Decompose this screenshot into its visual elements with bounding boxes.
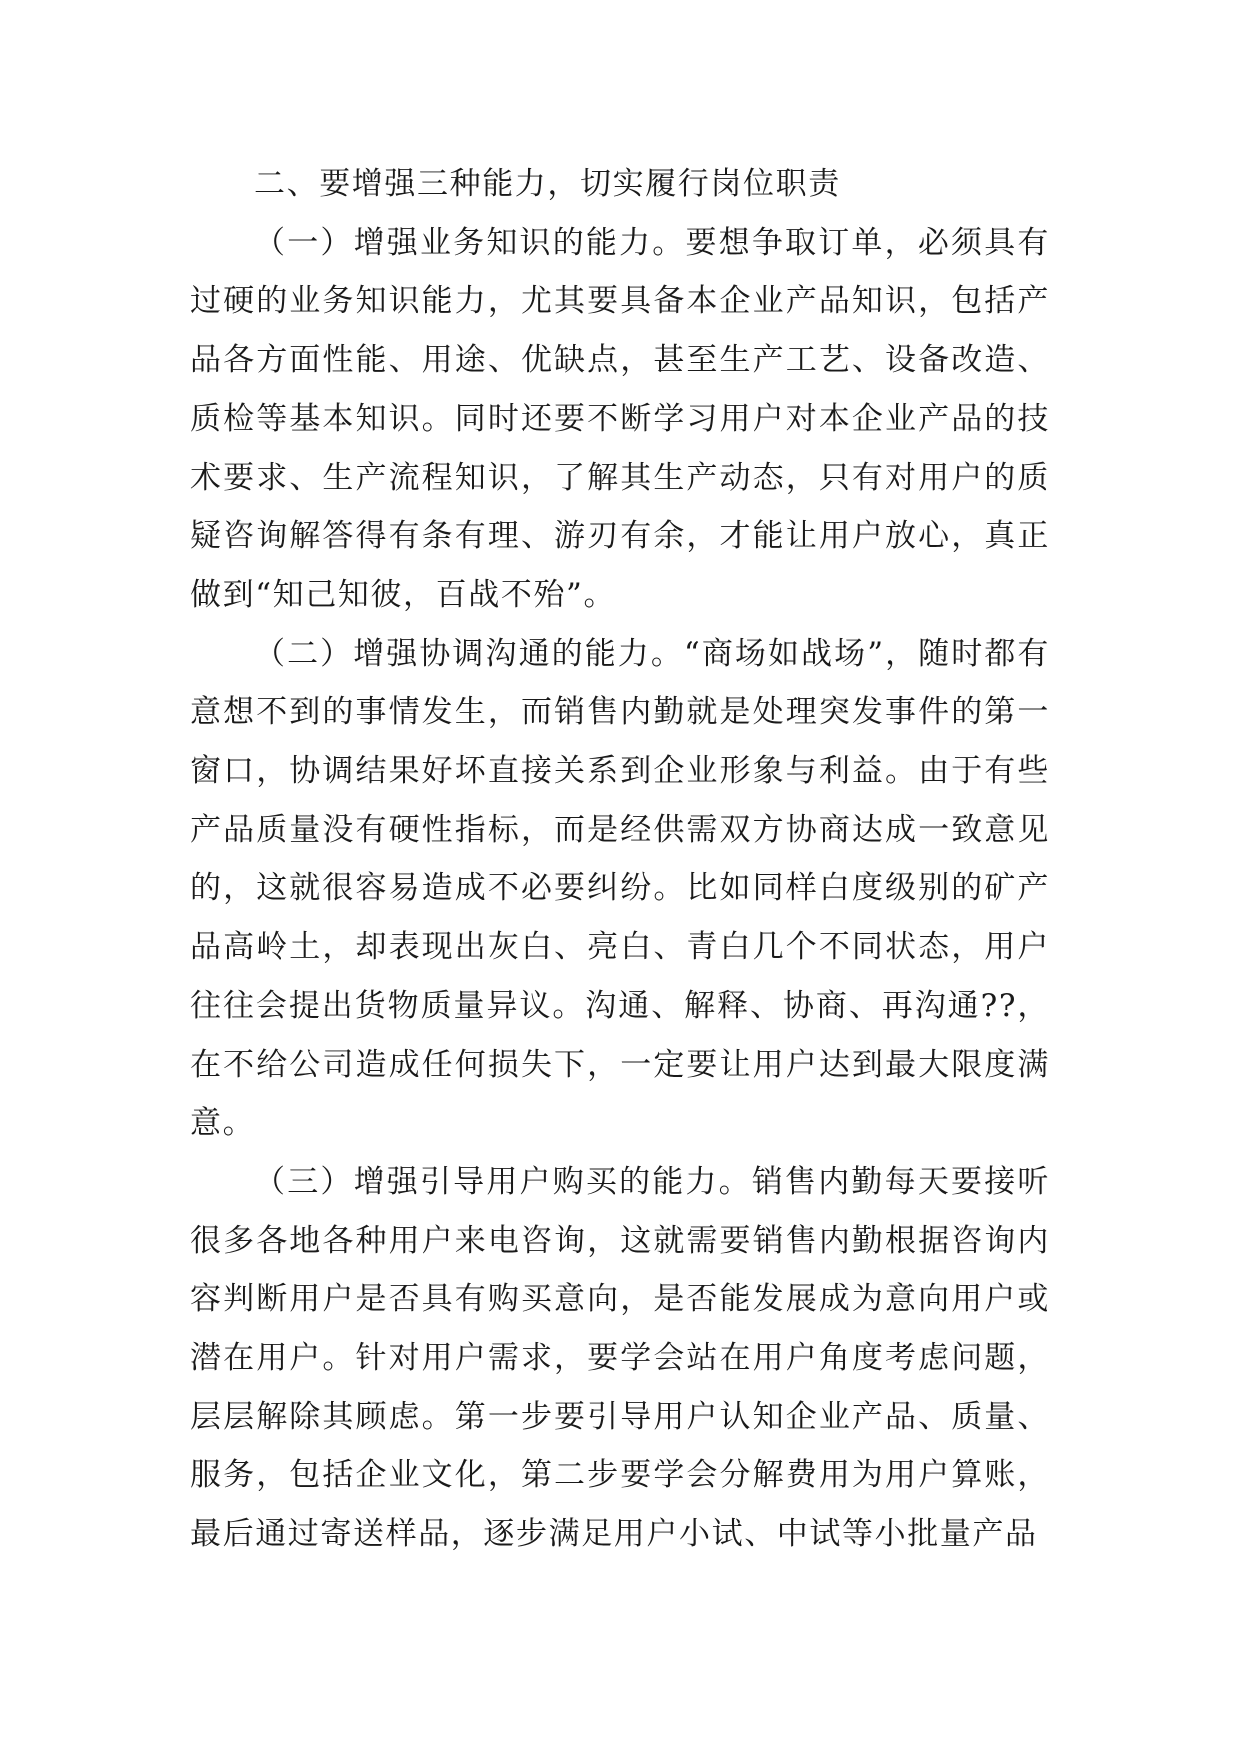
paragraph-coordination-communication: （二）增强协调沟通的能力。“商场如战场”，随时都有意想不到的事情发生，而销售内勤就是处理突发事件的第一窗口，协调结果好坏直接关系到企业形象与利益。由于有些产品质量没有硬性指标，而是经供需双方协商达成一致意见的，这就很容易造成不必要纠纷。比如同样白度级别的矿产品高岭土，却表现出灰白、亮白、青白几个不同状态，用户往往会提出货物质量异议。沟通、解释、协商、再沟通??，在不给公司造成任何损失下，一定要让用户达到最大限度满意。 <box>190 635 1050 1142</box>
document-body <box>190 155 1050 1564</box>
paragraph-business-knowledge: （一）增强业务知识的能力。要想争取订单，必须具有过硬的业务知识能力，尤其要具备本企业产品知识，包括产品各方面性能、用途、优缺点，甚至生产工艺、设备改造、质检等基本知识。同时还要不断学习用户对本企业产品的技术要求、生产流程知识，了解其生产动态，只有对用户的质疑咨询解答得有条有理、游刃有余，才能让用户放心，真正做到“知己知彼，百战不殆”。 <box>190 224 1050 613</box>
paragraph-guide-purchase: （三）增强引导用户购买的能力。销售内勤每天要接听很多各地各种用户来电咨询，这就需要销售内勤根据咨询内容判断用户是否具有购买意向，是否能发展成为意向用户或潜在用户。针对用户需求，要学会站在用户角度考虑问题，层层解除其顾虑。第一步要引导用户认知企业产品、质量、服务，包括企业文化，第二步要学会分解费用为用户算账，最后通过寄送样品，逐步满足用户小试、中试等小批量产品 <box>190 1163 1050 1553</box>
section-heading: 二、要增强三种能力，切实履行岗位职责 <box>254 166 841 202</box>
